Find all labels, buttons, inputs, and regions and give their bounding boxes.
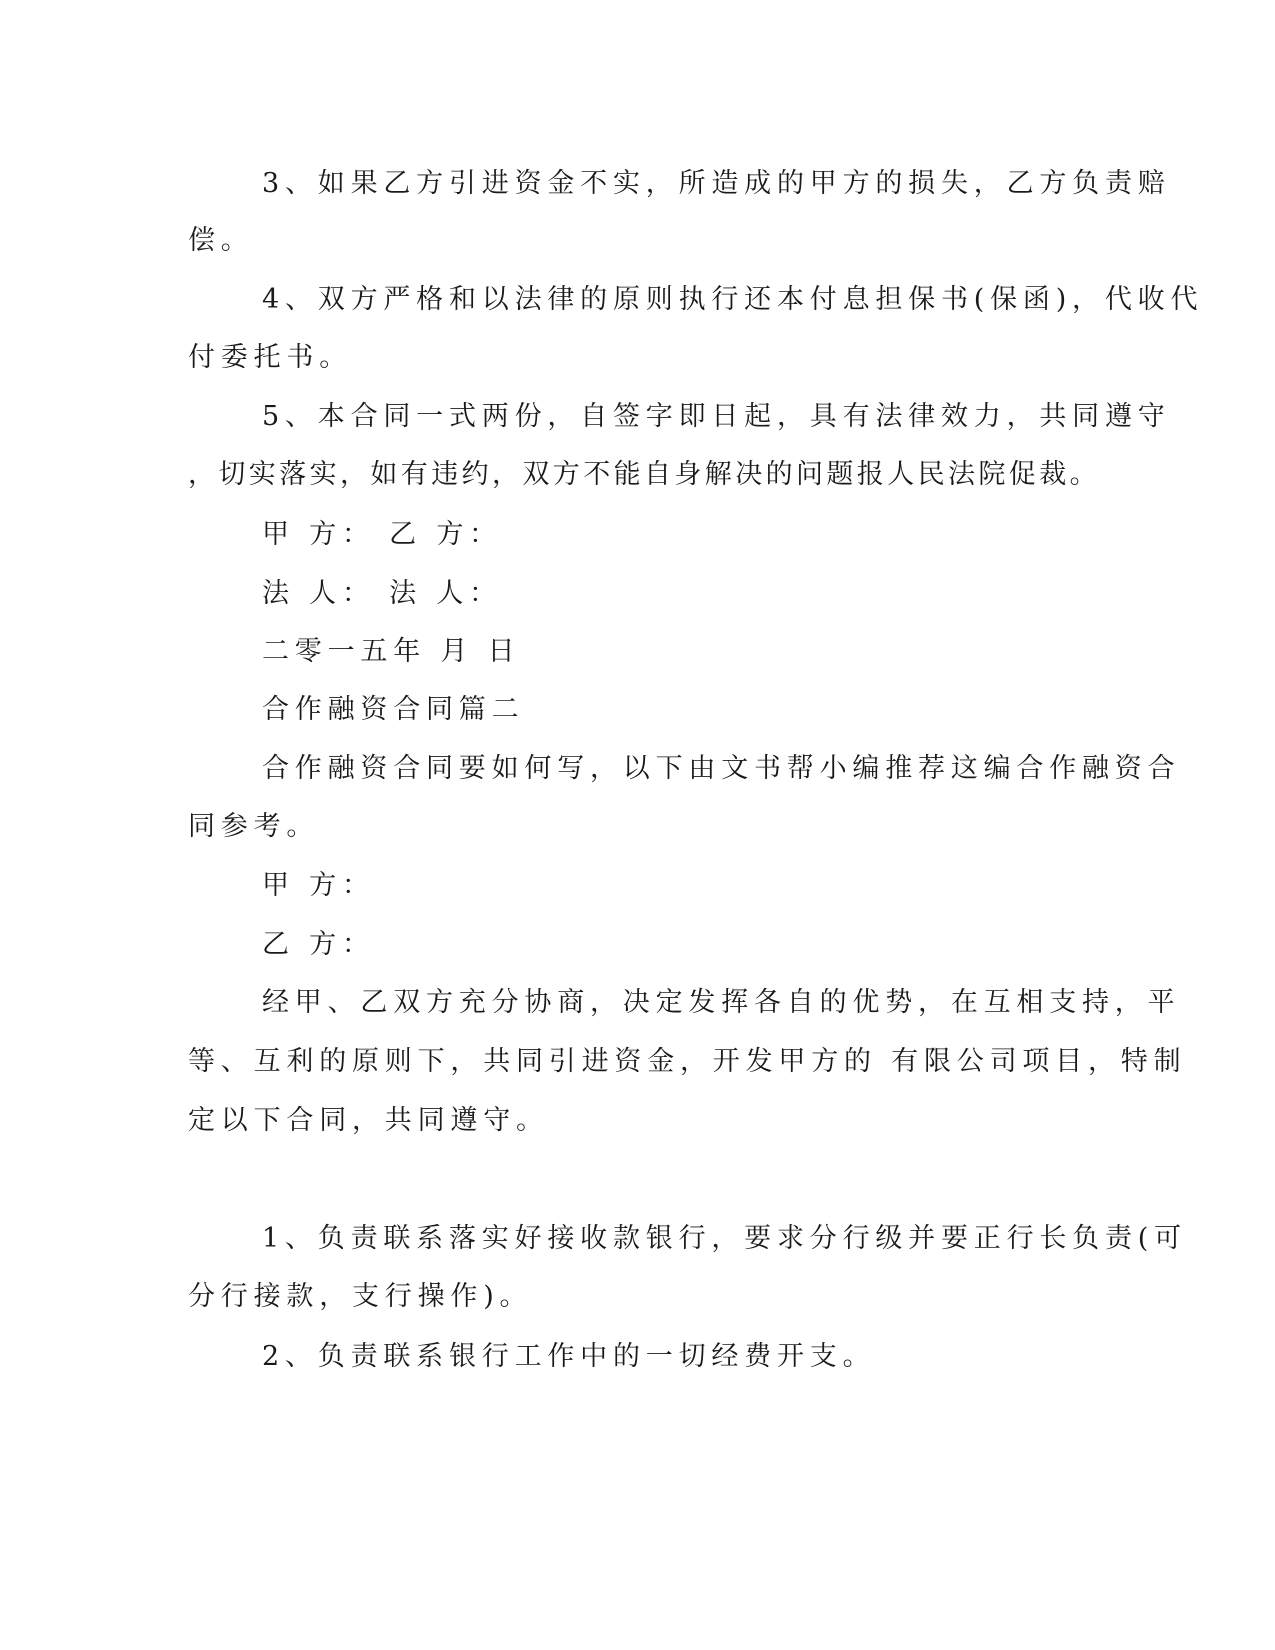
clause-5-line-2: ，切实落实，如有违约，双方不能自身解决的问题报人民法院促裁。 — [188, 459, 1100, 490]
clause-4-line-2: 付委托书。 — [188, 342, 352, 373]
date-line: 二零一五年 月 日 — [262, 636, 521, 667]
intro-line-2: 同参考。 — [188, 811, 320, 842]
party-signature-line: 甲 方： 乙 方： — [262, 519, 502, 550]
duty-1-line-2: 分行接款，支行操作)。 — [188, 1281, 533, 1312]
party-b-label: 乙 方： — [262, 929, 375, 960]
section-title: 合作融资合同篇二 — [262, 694, 525, 725]
party-a-label: 甲 方： — [262, 870, 375, 901]
clause-3-line-1: 3、如果乙方引进资金不实，所造成的甲方的损失，乙方负责赔 — [262, 168, 1171, 199]
preamble-line-3: 定以下合同，共同遵守。 — [188, 1105, 549, 1136]
legal-person-signature-line: 法 人： 法 人： — [262, 578, 502, 609]
clause-5-line-1: 5、本合同一式两份，自签字即日起，具有法律效力，共同遵守 — [262, 401, 1171, 432]
duty-1-line-1: 1、负责联系落实好接收款银行，要求分行级并要正行长负责(可 — [262, 1223, 1187, 1254]
duty-2-line-1: 2、负责联系银行工作中的一切经费开支。 — [262, 1341, 876, 1372]
clause-4-line-1: 4、双方严格和以法律的原则执行还本付息担保书(保函)，代收代 — [262, 284, 1204, 315]
preamble-line-2: 等、互利的原则下，共同引进资金，开发甲方的 有限公司项目，特制 — [188, 1046, 1187, 1077]
intro-line-1: 合作融资合同要如何写，以下由文书帮小编推荐这编合作融资合 — [262, 753, 1181, 784]
clause-3-line-2: 偿。 — [188, 225, 254, 256]
preamble-line-1: 经甲、乙双方充分协商，决定发挥各自的优势，在互相支持，平 — [262, 987, 1181, 1018]
